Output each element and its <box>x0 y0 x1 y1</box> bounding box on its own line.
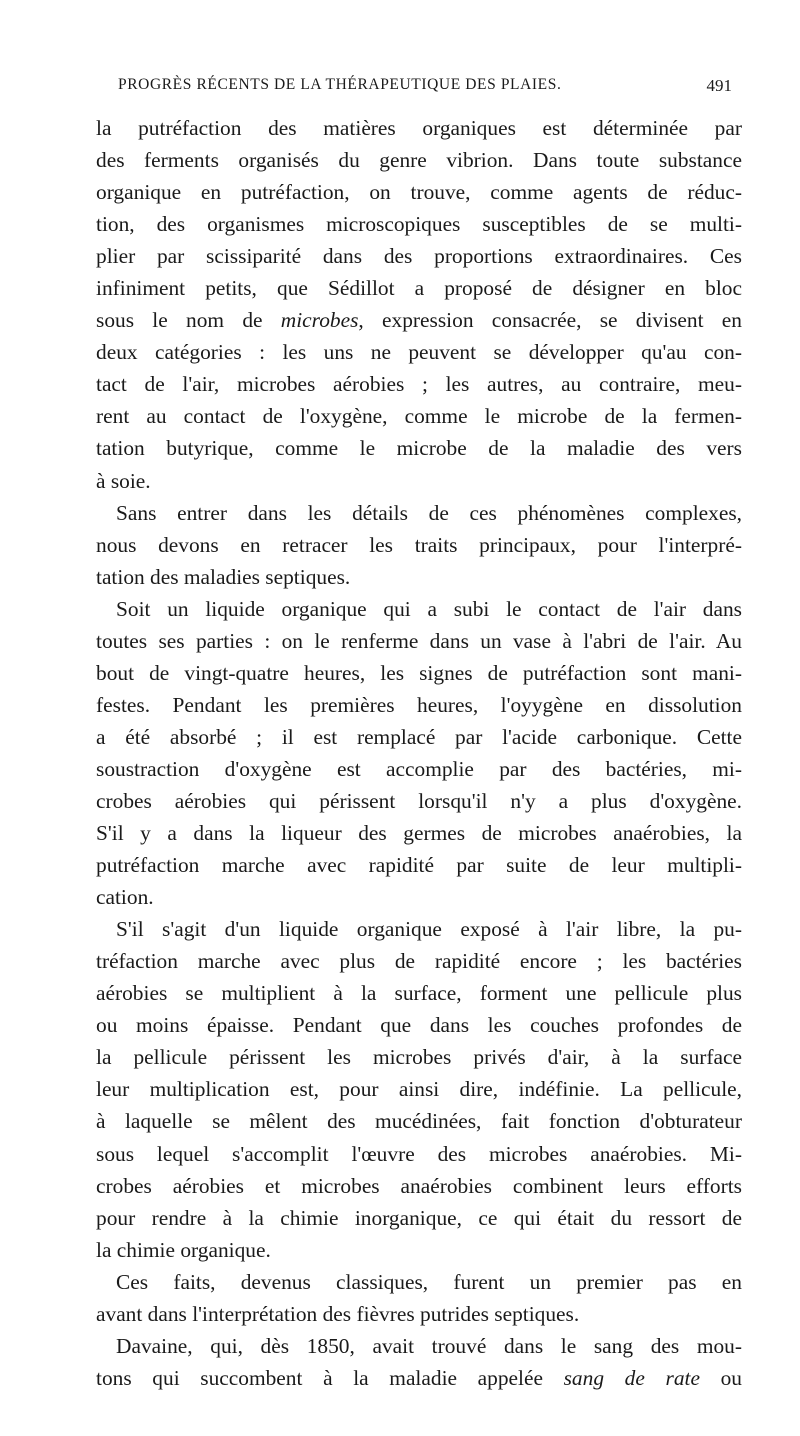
text-segment: Soit un liquide organique qui a subi le contact de l'air dans <box>116 596 742 621</box>
text-segment: infiniment petits, que Sédillot a proposé de désigner en bloc <box>96 276 742 301</box>
text-line <box>96 561 742 593</box>
text-line <box>96 977 742 1009</box>
text-line <box>96 1266 742 1298</box>
text-line <box>96 336 742 368</box>
text-segment: des ferments organisés du genre vibrion. Dans toute substance <box>96 148 742 173</box>
text-segment: sous le nom de <box>96 308 281 333</box>
text-segment: Ces faits, devenus classiques, furent un premier pas en <box>116 1269 742 1294</box>
text-line <box>96 304 742 336</box>
text-segment: S'il y a dans la liqueur des germes de microbes anaérobies, la <box>96 821 742 846</box>
text-segment: avant dans l'interprétation des fièvres putrides septiques. <box>96 1301 580 1326</box>
text-segment: Davaine, qui, dès 1850, avait trouvé dans le sang des mou- <box>116 1333 742 1358</box>
text-line <box>96 240 742 272</box>
text-line <box>96 593 742 625</box>
text-line <box>96 1105 742 1137</box>
text-line <box>96 753 742 785</box>
text-segment: ou <box>699 1365 742 1390</box>
text-segment: bout de vingt-quatre heures, les signes de putréfaction sont mani- <box>96 660 742 685</box>
text-segment: crobes aérobies et microbes anaérobies combinent leurs efforts <box>96 1173 742 1198</box>
text-line <box>96 1234 742 1266</box>
text-line <box>96 849 742 881</box>
text-segment: tation des maladies septiques. <box>96 564 351 589</box>
text-line <box>96 721 742 753</box>
text-line <box>96 1362 742 1394</box>
text-line <box>96 913 742 945</box>
text-segment: la chimie organique. <box>96 1237 271 1262</box>
text-line <box>96 497 742 529</box>
text-segment: leur multiplication est, pour ainsi dire, indéfinie. La pellicule, <box>96 1077 742 1102</box>
text-line <box>96 1041 742 1073</box>
text-segment: à soie. <box>96 468 151 493</box>
text-segment: crobes aérobies qui périssent lorsqu'il n'y a plus d'oxygène. <box>96 788 742 813</box>
text-line <box>96 112 742 144</box>
text-segment: , expression consacrée, se divisent en <box>358 308 742 333</box>
text-line <box>96 657 742 689</box>
text-segment: putréfaction marche avec rapidité par suite de leur multipli- <box>96 853 742 878</box>
text-segment: toutes ses parties : on le renferme dans un vase à l'abri de l'air. Au <box>96 628 742 653</box>
text-segment: à laquelle se mêlent des mucédinées, fait fonction d'obturateur <box>96 1109 742 1134</box>
text-line <box>96 208 742 240</box>
text-segment: tréfaction marche avec plus de rapidité encore ; les bactéries <box>96 949 742 974</box>
text-segment: festes. Pendant les premières heures, l'oyygène en dissolution <box>96 692 742 717</box>
italic-term: microbes <box>280 308 359 333</box>
text-segment: cation. <box>96 885 154 910</box>
text-line <box>96 176 742 208</box>
text-segment: tact de l'air, microbes aérobies ; les autres, au contraire, meu- <box>96 372 742 397</box>
text-segment: tons qui succombent à la maladie appelée <box>96 1365 564 1390</box>
text-segment: tion, des organismes microscopiques susceptibles de se multi- <box>96 212 742 237</box>
text-line <box>96 1170 742 1202</box>
page-number: 491 <box>706 76 732 95</box>
text-line <box>96 1202 742 1234</box>
text-line <box>96 689 742 721</box>
text-line <box>96 432 742 464</box>
text-line <box>96 1138 742 1170</box>
text-line <box>96 881 742 913</box>
text-line <box>96 144 742 176</box>
text-segment: rent au contact de l'oxygène, comme le microbe de la fermen- <box>96 404 742 429</box>
text-segment: ou moins épaisse. Pendant que dans les couches profondes de <box>96 1013 742 1038</box>
text-segment: sous lequel s'accomplit l'œuvre des microbes anaérobies. Mi- <box>96 1141 742 1166</box>
text-segment: deux catégories : les uns ne peuvent se développer qu'au con- <box>96 340 742 365</box>
text-segment: la putréfaction des matières organiques est déterminée par <box>96 116 742 140</box>
text-segment: la pellicule périssent les microbes privés d'air, à la surface <box>96 1045 742 1070</box>
text-segment: Sans entrer dans les détails de ces phénomènes complexes, <box>116 500 742 525</box>
text-line <box>96 625 742 657</box>
text-line <box>96 945 742 977</box>
text-line <box>96 529 742 561</box>
text-segment: a été absorbé ; il est remplacé par l'acide carbonique. Cette <box>96 724 742 749</box>
text-segment: aérobies se multiplient à la surface, forment une pellicule plus <box>96 981 742 1006</box>
body-text <box>96 112 742 1394</box>
running-head <box>96 76 742 106</box>
text-segment: tation butyrique, comme le microbe de la maladie des vers <box>96 436 742 461</box>
text-line <box>96 368 742 400</box>
text-line <box>96 400 742 432</box>
text-line <box>96 1009 742 1041</box>
text-line <box>96 1330 742 1362</box>
text-segment: pour rendre à la chimie inorganique, ce qui était du ressort de <box>96 1205 742 1230</box>
text-line <box>96 1298 742 1330</box>
text-segment: soustraction d'oxygène est accomplie par des bactéries, mi- <box>96 756 742 781</box>
running-title: PROGRÈS RÉCENTS DE LA THÉRAPEUTIQUE DES PLAIES. <box>118 76 562 93</box>
text-segment: plier par scissiparité dans des proportions extraordinaires. Ces <box>96 244 742 269</box>
text-line <box>96 785 742 817</box>
text-segment: S'il s'agit d'un liquide organique exposé à l'air libre, la pu- <box>116 917 742 942</box>
text-line <box>96 272 742 304</box>
italic-term: sang de rate <box>563 1365 700 1390</box>
text-segment: nous devons en retracer les traits principaux, pour l'interpré- <box>96 532 742 557</box>
text-line <box>96 817 742 849</box>
text-line <box>96 465 742 497</box>
text-segment: organique en putréfaction, on trouve, comme agents de réduc- <box>96 180 742 205</box>
text-line <box>96 1073 742 1105</box>
